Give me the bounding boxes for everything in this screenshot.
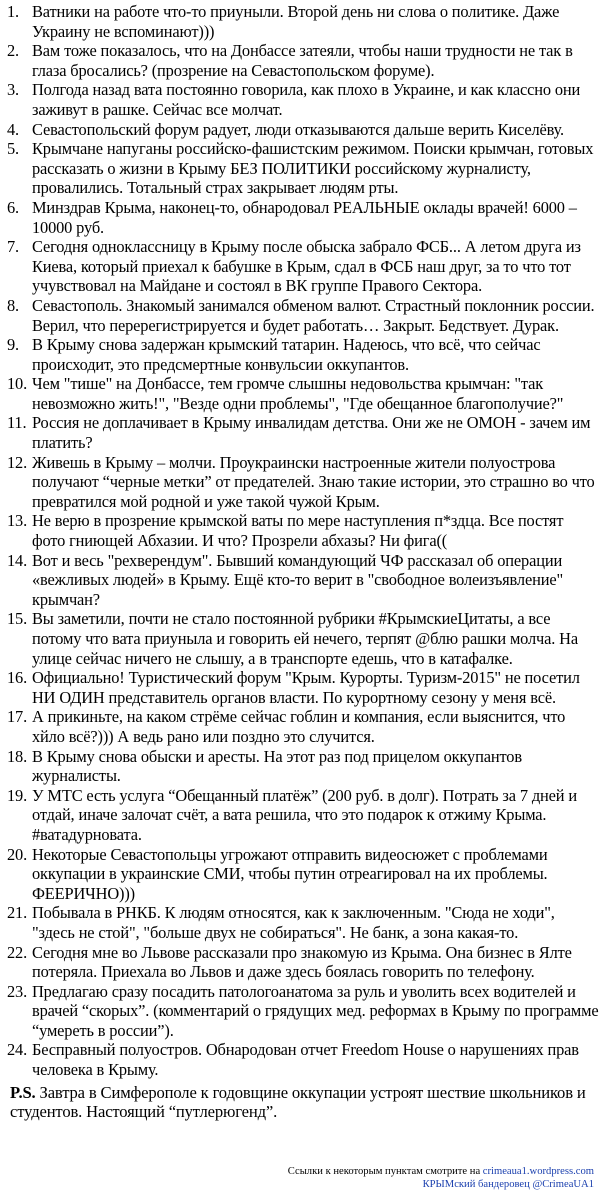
list-item-text: Севастополь. Знакомый занимался обменом валют. Страстный поклонник россии. Верил, что перерегистрируется и будет работать… Закрыт. Бедствует. Дурак. — [32, 295, 595, 335]
list-item-number: 13. — [7, 511, 28, 531]
list-item-number: 16. — [7, 668, 28, 688]
list-item-number: 5. — [7, 139, 19, 159]
list-item-number: 8. — [7, 295, 19, 315]
list-item — [7, 2, 599, 41]
footer-author-line — [288, 1178, 594, 1191]
footer-links-prefix: Ссылки к некоторым пунктам смотрите на — [287, 1166, 483, 1177]
numbered-list — [7, 2, 599, 1080]
list-item-text: Севастопольский форум радует, люди отказываются дальше верить Киселёву. — [32, 119, 564, 139]
list-item-text: Полгода назад вата постоянно говорила, как плохо в Украине, и как классно они заживут в рашке. Сейчас все молчат. — [32, 80, 581, 119]
list-item — [7, 237, 599, 296]
list-item — [7, 374, 599, 413]
list-item — [7, 845, 599, 904]
list-item — [7, 903, 599, 942]
list-item — [7, 296, 599, 335]
list-item-text: Не верю в прозрение крымской ваты по мере наступления п*здца. Все постят фото гниющей Абхазии. И что? Прозрели абхазы? Ни фига(( — [32, 511, 564, 551]
postscript — [10, 1083, 599, 1123]
list-item-number: 23. — [7, 981, 28, 1001]
list-item-number: 11. — [7, 413, 27, 433]
list-item — [7, 41, 599, 80]
list-item-number: 19. — [7, 785, 28, 805]
list-item-text: Вам тоже показалось, что на Донбассе затеяли, чтобы наши трудности не так в глаза бросались? (прозрение на Севастопольском форуме). — [32, 41, 573, 80]
list-item-text: Россия не доплачивает в Крыму инвалидам детства. Они же не ОМОН - зачем им платить? — [32, 413, 591, 453]
list-item — [7, 335, 599, 374]
list-item-number: 2. — [7, 41, 19, 61]
list-item — [7, 982, 599, 1041]
list-item-text: Побывала в РНКБ. К людям относятся, как к заключенным. "Сюда не ходи", "здесь не стой", "больше двух не собираться". Не банк, а зона какая-то. — [32, 903, 555, 942]
list-item-text: Крымчане напуганы российско-фашистским режимом. Поиски крымчан, готовых рассказать о жизни в Крыму БЕЗ ПОЛИТИКИ российскому журналисту, провалились. Тотальный страх закрывает людям рты. — [32, 139, 594, 198]
list-item-text: Чем "тише" на Донбассе, тем громче слышны недовольства крымчан: "так невозможно жить!", "Везде одни проблемы", "Где обещанное благополучие?" — [32, 374, 564, 413]
footer — [288, 1165, 594, 1191]
list-item-number: 3. — [7, 80, 19, 100]
footer-website-link[interactable]: crimeaua1.wordpress.com — [482, 1166, 594, 1177]
list-item — [7, 198, 599, 237]
list-item — [7, 707, 599, 746]
footer-author-handle[interactable]: @CrimeaUA1 — [532, 1179, 594, 1190]
list-item-text: Ватники на работе что-то приуныли. Второй день ни слова о политике. Даже Украину не вспоминают))) — [32, 2, 560, 41]
list-item-text: У МТС есть услуга “Обещанный платёж” (200 руб. в долг). Потрать за 7 дней и отдай, иначе залочат счёт, а вата решила, что это подарок к отжиму Крыма. #ватадурновата. — [32, 785, 577, 844]
list-item-number: 7. — [7, 237, 19, 257]
list-item-number: 17. — [7, 707, 28, 727]
list-item — [7, 413, 599, 452]
list-item-text: Вы заметили, почти не стало постоянной рубрики #КрымскиеЦитаты, а все потому что вата приуныла и говорить ей нечего, терпят @блю рашки молча. На улице сейчас ничего не слышу, а в транспорте едешь, что в катафалке. — [32, 609, 578, 668]
list-item-text: Сегодня мне во Львове рассказали про знакомую из Крыма. Она бизнес в Ялте потеряла. Приехала во Львов и даже здесь боялась говорить по телефону. — [32, 942, 572, 982]
list-item-text: Сегодня одноклассницу в Крыму после обыска забрало ФСБ... А летом друга из Киева, который приехал к бабушке в Крым, сдал в ФСБ наш друг, за то что тот учувствовал на Майдане и состоял в ВК группе Правого Сектора. — [32, 237, 581, 296]
list-item-number: 15. — [7, 609, 28, 629]
list-item-number: 18. — [7, 746, 28, 766]
list-item-text: В Крыму снова задержан крымский татарин. Надеюсь, что всё, что сейчас происходит, это предсмертные конвульсии оккупантов. — [32, 335, 541, 374]
list-item-text: Бесправный полуостров. Обнародован отчет Freedom House о нарушениях прав человека в Крыму. — [32, 1040, 579, 1080]
list-item — [7, 668, 599, 707]
list-item — [7, 747, 599, 786]
list-item-number: 1. — [7, 2, 19, 21]
list-item — [7, 120, 599, 140]
list-item-number: 12. — [7, 452, 28, 472]
footer-author-prefix: КРЫМский бандеровец — [422, 1179, 533, 1190]
list-item-number: 20. — [7, 844, 28, 864]
list-item-text: В Крыму снова обыски и аресты. На этот раз под прицелом оккупантов журналисты. — [32, 746, 522, 786]
list-item — [7, 453, 599, 512]
list-item-text: А прикиньте, на каком стрёме сейчас гоблин и компания, если выяснится, что хйло всё?))) А ведь рано или поздно это случится. — [32, 707, 566, 746]
list-item-number: 6. — [7, 197, 19, 217]
list-item — [7, 551, 599, 610]
list-item-number: 4. — [7, 119, 19, 139]
list-item — [7, 80, 599, 119]
list-item-number: 14. — [7, 550, 28, 570]
list-item-number: 24. — [7, 1040, 28, 1060]
list-item — [7, 1040, 599, 1079]
list-item — [7, 511, 599, 550]
footer-links-line — [288, 1165, 594, 1178]
list-item — [7, 139, 599, 198]
list-item-number: 10. — [7, 374, 28, 394]
list-item-text: Минздрав Крыма, наконец-то, обнародовал РЕАЛЬНЫЕ оклады врачей! 6000 – 10000 руб. — [32, 197, 577, 237]
list-item-number: 22. — [7, 942, 28, 962]
list-item — [7, 943, 599, 982]
list-item — [7, 609, 599, 668]
list-item-text: Живешь в Крыму – молчи. Проукраински настроенные жители полуострова получают “черные метки” от предателей. Знаю такие истории, это страшно во что превратился мой родной и уже такой чужой Крым. — [32, 452, 595, 511]
list-item-text: Предлагаю сразу посадить патологоанатома за руль и уволить всех водителей и врачей “скорых”. (комментарий о грядущих мед. реформах в Крыму по программе “умереть в россии”). — [32, 981, 599, 1040]
list-item-number: 21. — [7, 903, 28, 923]
list-item-text: Вот и весь "рехверендум". Бывший командующий ЧФ рассказал об операции «вежливых людей» в Крыму. Ещё кто-то верит в "свободное волеизъявление" крымчан? — [32, 550, 563, 609]
list-item-text: Официально! Туристический форум "Крым. Курорты. Туризм-2015" не посетил НИ ОДИН представитель органов власти. По курортному сезону у меня всё. — [32, 668, 580, 707]
ps-label: P.S. — [10, 1082, 36, 1102]
ps-text: Завтра в Симферополе к годовщине оккупации устроят шествие школьников и студентов. Настоящий “путлерюгенд”. — [10, 1082, 586, 1122]
list-item-number: 9. — [7, 335, 19, 355]
list-item — [7, 786, 599, 845]
list-item-text: Некоторые Севастопольцы угрожают отправить видеосюжет с проблемами оккупации в украинские СМИ, чтобы путин отреагировал на их проблемы. ФЕЕРИЧНО))) — [32, 844, 548, 903]
